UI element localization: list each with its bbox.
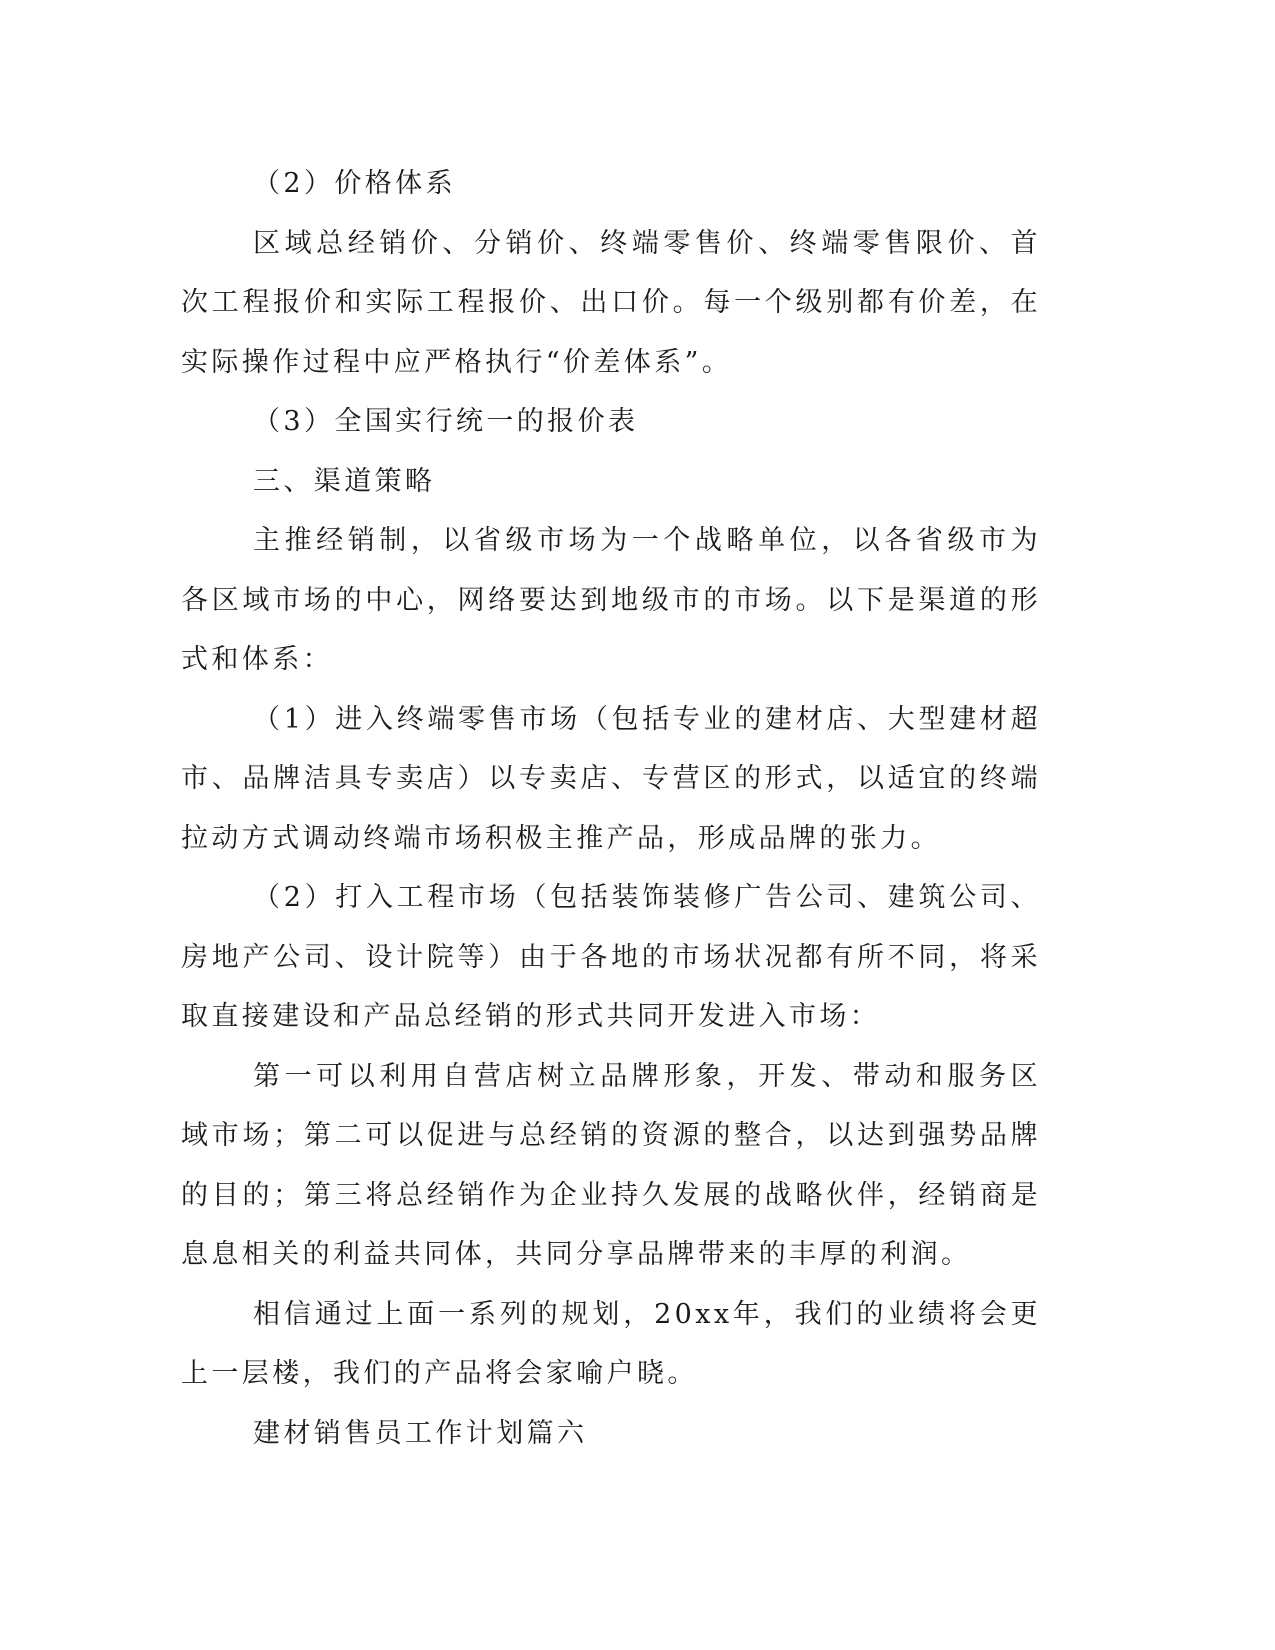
paragraph-benefits: 第一可以利用自营店树立品牌形象，开发、带动和服务区域市场；第二可以促进与总经销的资源的整合，以达到强势品牌的目的；第三将总经销作为企业持久发展的战略伙伴，经销商是息息相关的利益共同体，共同分享品牌带来的丰厚的利润。 bbox=[181, 1060, 1041, 1270]
subheading-price-system: （2）价格体系 bbox=[253, 168, 456, 199]
paragraph-retail-market: （1）进入终端零售市场（包括专业的建材店、大型建材超市、品牌洁具专卖店）以专卖店、专营区的形式，以适宜的终端拉动方式调动终端市场积极主推产品，形成品牌的张力。 bbox=[181, 703, 1041, 854]
document-body bbox=[181, 154, 1041, 1463]
next-section-title: 建材销售员工作计划篇六 bbox=[253, 1417, 588, 1449]
paragraph-distribution-system: 主推经销制，以省级市场为一个战略单位，以各省级市为各区域市场的中心，网络要达到地级市的市场。以下是渠道的形式和体系： bbox=[181, 525, 1041, 675]
subheading-unified-quote: （3）全国实行统一的报价表 bbox=[253, 406, 639, 437]
paragraph-conclusion: 相信通过上面一系列的规划，20xx年，我们的业绩将会更上一层楼，我们的产品将会家喻户晓。 bbox=[181, 1298, 1041, 1389]
paragraph-engineering-market: （2）打入工程市场（包括装饰装修广告公司、建筑公司、房地产公司、设计院等）由于各地的市场状况都有所不同，将采取直接建设和产品总经销的形式共同开发进入市场： bbox=[181, 882, 1041, 1032]
section-heading-channel-strategy: 三、渠道策略 bbox=[253, 465, 436, 497]
paragraph-price-levels: 区域总经销价、分销价、终端零售价、终端零售限价、首次工程报价和实际工程报价、出口价。每一个级别都有价差，在实际操作过程中应严格执行“价差体系”。 bbox=[181, 227, 1041, 378]
